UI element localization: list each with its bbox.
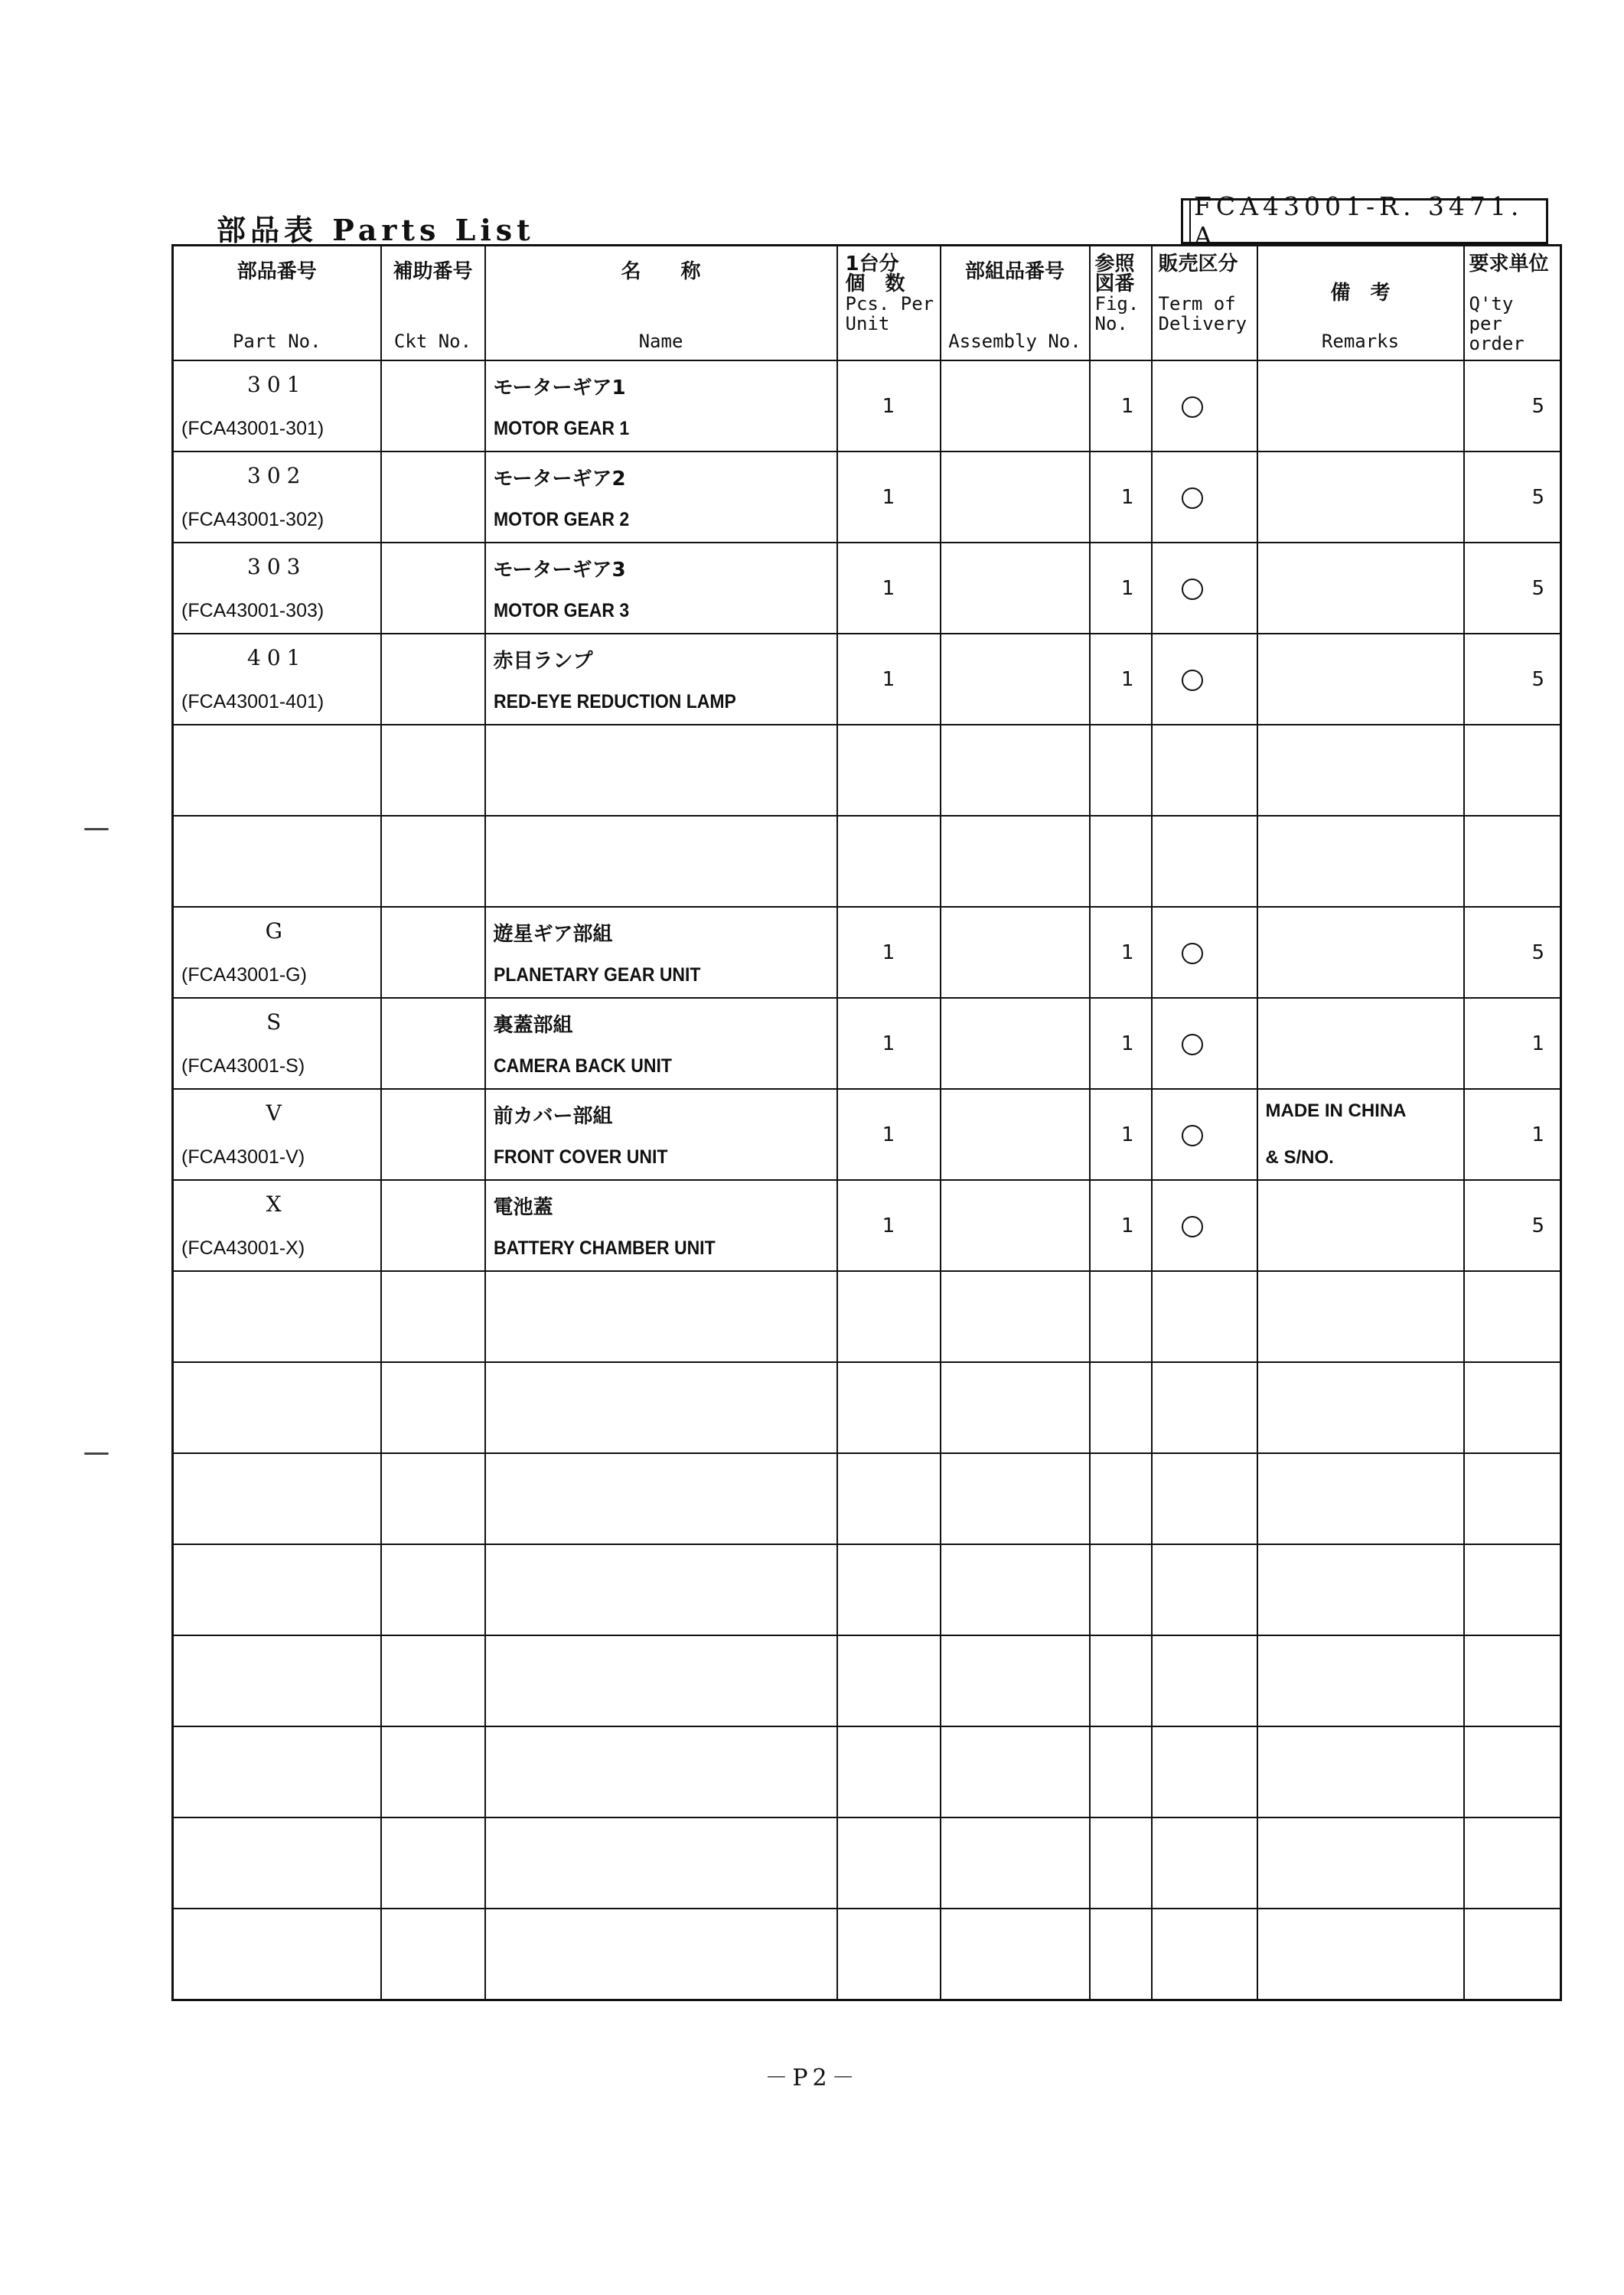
cell-remarks: [1257, 360, 1464, 452]
cell-name: [485, 1817, 837, 1909]
cell-fig-no: [1090, 543, 1152, 634]
name-jp: 電池蓋: [493, 1196, 553, 1219]
parts-list-table: [171, 244, 1562, 2001]
cell-qty-per-order: [1464, 816, 1561, 907]
cell-name: [485, 360, 837, 452]
cell-assembly-no: [941, 998, 1090, 1089]
cell-name: [485, 634, 837, 725]
cell-part-no: [173, 1362, 381, 1453]
cell-remarks: [1257, 1635, 1464, 1726]
cell-term-of-delivery: [1152, 1089, 1257, 1180]
part-number: X: [266, 1192, 288, 1217]
header-pcs-per-unit: [837, 246, 941, 361]
part-number: 401: [247, 645, 307, 670]
fig-number: 1: [1120, 940, 1134, 964]
qty-per-order: 5: [1531, 576, 1544, 600]
cell-part-no: [173, 816, 381, 907]
cell-fig-no: [1090, 1180, 1152, 1271]
pcs-per-unit: 1: [882, 1032, 895, 1055]
cell-name: [485, 907, 837, 998]
cell-name: [485, 543, 837, 634]
table-row: [173, 1271, 1561, 1362]
cell-qty-per-order: [1464, 1453, 1561, 1544]
part-code: (FCA43001-301): [181, 418, 324, 439]
cell-qty-per-order: [1464, 1089, 1561, 1180]
pcs-per-unit: 1: [882, 576, 895, 600]
cell-name: [485, 1635, 837, 1726]
header-en: Q'ty per order: [1469, 293, 1525, 354]
qty-per-order: 5: [1531, 394, 1544, 418]
name-en: RED-EYE REDUCTION LAMP: [493, 691, 736, 712]
cell-fig-no: [1090, 1909, 1152, 2000]
cell-term-of-delivery: [1152, 452, 1257, 543]
qty-per-order: 1: [1531, 1032, 1544, 1055]
pcs-per-unit: 1: [882, 1123, 895, 1146]
cell-fig-no: [1090, 634, 1152, 725]
cell-qty-per-order: [1464, 452, 1561, 543]
cell-remarks: [1257, 1180, 1464, 1271]
header-en: Part No.: [232, 331, 321, 352]
cell-term-of-delivery: [1152, 816, 1257, 907]
header-en: Term of Delivery: [1158, 293, 1247, 334]
cell-fig-no: [1090, 1726, 1152, 1817]
fig-number: 1: [1120, 1214, 1134, 1237]
cell-assembly-no: [941, 1909, 1090, 2000]
cell-part-no: [173, 1453, 381, 1544]
cell-remarks: [1257, 907, 1464, 998]
cell-term-of-delivery: [1152, 1635, 1257, 1726]
cell-part-no: [173, 725, 381, 816]
pcs-per-unit: 1: [882, 1214, 895, 1237]
cell-part-no: [173, 1180, 381, 1271]
cell-term-of-delivery: [1152, 1817, 1257, 1909]
cell-remarks: [1257, 543, 1464, 634]
part-code: (FCA43001-X): [181, 1237, 305, 1259]
cell-remarks: [1257, 1362, 1464, 1453]
cell-ckt-no: [381, 725, 485, 816]
name-jp: 遊星ギア部組: [493, 923, 613, 946]
qty-per-order: 5: [1531, 1214, 1544, 1237]
cell-name: [485, 452, 837, 543]
cell-pcs-per-unit: [837, 1817, 941, 1909]
remarks-line-1: MADE IN CHINA: [1265, 1100, 1407, 1121]
cell-qty-per-order: [1464, 1180, 1561, 1271]
cell-part-no: [173, 1726, 381, 1817]
cell-ckt-no: [381, 1544, 485, 1635]
table-row: [173, 634, 1561, 725]
cell-ckt-no: [381, 907, 485, 998]
cell-ckt-no: [381, 1271, 485, 1362]
name-en: CAMERA BACK UNIT: [493, 1055, 672, 1077]
cell-name: [485, 1909, 837, 2000]
cell-ckt-no: [381, 998, 485, 1089]
name-en: MOTOR GEAR 2: [493, 509, 629, 530]
cell-pcs-per-unit: [837, 1362, 941, 1453]
circle-icon: [1182, 579, 1203, 600]
cell-ckt-no: [381, 1635, 485, 1726]
qty-per-order: 1: [1531, 1123, 1544, 1146]
cell-term-of-delivery: [1152, 1544, 1257, 1635]
header-en: Assembly No.: [948, 331, 1081, 352]
part-code: (FCA43001-303): [181, 600, 324, 621]
cell-qty-per-order: [1464, 634, 1561, 725]
circle-icon: [1182, 487, 1203, 509]
cell-ckt-no: [381, 1726, 485, 1817]
header-qty-per-order: [1464, 246, 1561, 361]
header-part-no: [173, 246, 381, 361]
cell-remarks: [1257, 1271, 1464, 1362]
cell-ckt-no: [381, 634, 485, 725]
cell-fig-no: [1090, 452, 1152, 543]
header-en: Remarks: [1321, 331, 1400, 352]
cell-remarks: [1257, 452, 1464, 543]
header-jp: 要求単位: [1469, 253, 1549, 275]
table-row: [173, 360, 1561, 452]
part-number: G: [265, 918, 289, 944]
cell-pcs-per-unit: [837, 634, 941, 725]
name-en: MOTOR GEAR 1: [493, 418, 629, 439]
fig-number: 1: [1120, 1032, 1134, 1055]
cell-remarks: [1257, 1544, 1464, 1635]
cell-name: [485, 1544, 837, 1635]
cell-qty-per-order: [1464, 1635, 1561, 1726]
cell-qty-per-order: [1464, 998, 1561, 1089]
cell-pcs-per-unit: [837, 907, 941, 998]
header-jp: 補助番号: [393, 260, 473, 283]
part-number: 302: [247, 463, 307, 488]
table-header-row: [173, 246, 1561, 361]
header-assembly-no: [941, 246, 1090, 361]
table-row: [173, 452, 1561, 543]
cell-term-of-delivery: [1152, 1180, 1257, 1271]
cell-assembly-no: [941, 452, 1090, 543]
cell-part-no: [173, 998, 381, 1089]
header-en: Fig. No.: [1094, 293, 1140, 334]
table-row: [173, 1362, 1561, 1453]
table-row: [173, 543, 1561, 634]
cell-name: [485, 1089, 837, 1180]
cell-fig-no: [1090, 1271, 1152, 1362]
cell-name: [485, 1453, 837, 1544]
cell-fig-no: [1090, 1362, 1152, 1453]
cell-qty-per-order: [1464, 1544, 1561, 1635]
fig-number: 1: [1120, 1123, 1134, 1146]
remarks-line-2: & S/NO.: [1265, 1147, 1334, 1168]
table-row: [173, 907, 1561, 998]
cell-assembly-no: [941, 1635, 1090, 1726]
cell-pcs-per-unit: [837, 1089, 941, 1180]
pcs-per-unit: 1: [882, 485, 895, 509]
table-row: [173, 1909, 1561, 2000]
header-en: Ckt No.: [393, 331, 472, 352]
cell-term-of-delivery: [1152, 634, 1257, 725]
cell-ckt-no: [381, 360, 485, 452]
fig-number: 1: [1120, 667, 1134, 691]
table-row: [173, 1726, 1561, 1817]
name-en: BATTERY CHAMBER UNIT: [493, 1237, 716, 1259]
cell-fig-no: [1090, 998, 1152, 1089]
page-number: －P2－: [765, 2065, 859, 2091]
cell-ckt-no: [381, 1362, 485, 1453]
cell-pcs-per-unit: [837, 1726, 941, 1817]
cell-name: [485, 1271, 837, 1362]
cell-fig-no: [1090, 1635, 1152, 1726]
cell-term-of-delivery: [1152, 1909, 1257, 2000]
part-code: (FCA43001-G): [181, 964, 307, 986]
cell-pcs-per-unit: [837, 452, 941, 543]
cell-ckt-no: [381, 1453, 485, 1544]
part-code: (FCA43001-V): [181, 1146, 305, 1168]
cell-name: [485, 725, 837, 816]
cell-ckt-no: [381, 1817, 485, 1909]
document-number: FCA43001-R. 3471. A: [1194, 191, 1524, 251]
cell-term-of-delivery: [1152, 998, 1257, 1089]
name-jp: 裏蓋部組: [493, 1014, 573, 1037]
cell-term-of-delivery: [1152, 543, 1257, 634]
cell-ckt-no: [381, 1909, 485, 2000]
circle-icon: [1182, 1125, 1203, 1146]
cell-remarks: [1257, 816, 1464, 907]
cell-qty-per-order: [1464, 725, 1561, 816]
cell-pcs-per-unit: [837, 1453, 941, 1544]
cell-part-no: [173, 907, 381, 998]
header-term-of-delivery: [1152, 246, 1257, 361]
margin-mark: [84, 828, 109, 830]
cell-pcs-per-unit: [837, 1271, 941, 1362]
cell-part-no: [173, 634, 381, 725]
cell-part-no: [173, 1817, 381, 1909]
part-number: V: [266, 1100, 288, 1126]
cell-qty-per-order: [1464, 1817, 1561, 1909]
cell-assembly-no: [941, 634, 1090, 725]
document-number-box: [1181, 191, 1548, 251]
cell-assembly-no: [941, 1271, 1090, 1362]
cell-part-no: [173, 452, 381, 543]
cell-fig-no: [1090, 1817, 1152, 1909]
cell-name: [485, 1726, 837, 1817]
cell-ckt-no: [381, 1180, 485, 1271]
cell-assembly-no: [941, 1544, 1090, 1635]
cell-pcs-per-unit: [837, 998, 941, 1089]
header-remarks: [1257, 246, 1464, 361]
cell-pcs-per-unit: [837, 360, 941, 452]
name-en: PLANETARY GEAR UNIT: [493, 964, 700, 986]
cell-assembly-no: [941, 1089, 1090, 1180]
header-jp: 1台分 個 数: [845, 253, 905, 295]
cell-qty-per-order: [1464, 543, 1561, 634]
qty-per-order: 5: [1531, 940, 1544, 964]
margin-mark: [84, 1452, 109, 1455]
header-jp: 販売区分: [1158, 253, 1238, 275]
part-number: S: [266, 1009, 288, 1035]
part-code: (FCA43001-S): [181, 1055, 305, 1077]
name-jp: モーターギア3: [493, 559, 626, 582]
cell-pcs-per-unit: [837, 1635, 941, 1726]
pcs-per-unit: 1: [882, 667, 895, 691]
cell-pcs-per-unit: [837, 1544, 941, 1635]
cell-fig-no: [1090, 1544, 1152, 1635]
cell-term-of-delivery: [1152, 1362, 1257, 1453]
name-en: MOTOR GEAR 3: [493, 600, 629, 621]
cell-qty-per-order: [1464, 1271, 1561, 1362]
table-row: [173, 816, 1561, 907]
cell-term-of-delivery: [1152, 907, 1257, 998]
cell-assembly-no: [941, 1362, 1090, 1453]
cell-ckt-no: [381, 1089, 485, 1180]
cell-pcs-per-unit: [837, 1909, 941, 2000]
part-number: 301: [247, 372, 307, 397]
fig-number: 1: [1120, 576, 1134, 600]
cell-ckt-no: [381, 452, 485, 543]
cell-name: [485, 998, 837, 1089]
cell-term-of-delivery: [1152, 1453, 1257, 1544]
name-jp: モーターギア1: [493, 377, 626, 399]
cell-qty-per-order: [1464, 1362, 1561, 1453]
table-row: [173, 1180, 1561, 1271]
header-jp: 参照 図番: [1094, 253, 1135, 295]
header-en: Name: [638, 331, 683, 352]
table-row: [173, 1544, 1561, 1635]
cell-remarks: [1257, 1817, 1464, 1909]
circle-icon: [1182, 670, 1203, 691]
cell-name: [485, 816, 837, 907]
cell-part-no: [173, 1635, 381, 1726]
cell-pcs-per-unit: [837, 543, 941, 634]
cell-fig-no: [1090, 1089, 1152, 1180]
part-code: (FCA43001-302): [181, 509, 324, 530]
cell-pcs-per-unit: [837, 816, 941, 907]
cell-term-of-delivery: [1152, 1271, 1257, 1362]
pcs-per-unit: 1: [882, 394, 895, 418]
cell-part-no: [173, 543, 381, 634]
cell-qty-per-order: [1464, 360, 1561, 452]
table-row: [173, 1635, 1561, 1726]
cell-qty-per-order: [1464, 1909, 1561, 2000]
cell-fig-no: [1090, 907, 1152, 998]
table-row: [173, 1089, 1561, 1180]
cell-remarks: [1257, 1726, 1464, 1817]
cell-part-no: [173, 1089, 381, 1180]
part-number: 303: [247, 554, 307, 579]
cell-assembly-no: [941, 1726, 1090, 1817]
header-jp: 備 考: [1330, 282, 1391, 305]
cell-fig-no: [1090, 725, 1152, 816]
table-row: [173, 1817, 1561, 1909]
cell-term-of-delivery: [1152, 360, 1257, 452]
header-name: [485, 246, 837, 361]
header-jp: 部組品番号: [964, 260, 1065, 283]
header-jp: 部品番号: [236, 260, 317, 283]
cell-part-no: [173, 1271, 381, 1362]
qty-per-order: 5: [1531, 485, 1544, 509]
fig-number: 1: [1120, 394, 1134, 418]
cell-assembly-no: [941, 1453, 1090, 1544]
cell-qty-per-order: [1464, 907, 1561, 998]
cell-term-of-delivery: [1152, 1726, 1257, 1817]
cell-part-no: [173, 1544, 381, 1635]
cell-assembly-no: [941, 816, 1090, 907]
cell-part-no: [173, 1909, 381, 2000]
cell-name: [485, 1180, 837, 1271]
name-jp: 前カバー部組: [493, 1105, 613, 1128]
cell-assembly-no: [941, 543, 1090, 634]
pcs-per-unit: 1: [882, 940, 895, 964]
header-fig-no: [1090, 246, 1152, 361]
cell-fig-no: [1090, 1453, 1152, 1544]
cell-pcs-per-unit: [837, 1180, 941, 1271]
name-en: FRONT COVER UNIT: [493, 1146, 667, 1168]
fig-number: 1: [1120, 485, 1134, 509]
cell-pcs-per-unit: [837, 725, 941, 816]
cell-ckt-no: [381, 543, 485, 634]
table-row: [173, 998, 1561, 1089]
table-row: [173, 725, 1561, 816]
table-row: [173, 1453, 1561, 1544]
qty-per-order: 5: [1531, 667, 1544, 691]
document-number-divider: [1183, 200, 1191, 242]
cell-fig-no: [1090, 816, 1152, 907]
cell-remarks: [1257, 1089, 1464, 1180]
cell-ckt-no: [381, 816, 485, 907]
header-jp: 名 称: [621, 260, 701, 283]
cell-qty-per-order: [1464, 1726, 1561, 1817]
cell-assembly-no: [941, 1817, 1090, 1909]
circle-icon: [1182, 1034, 1203, 1055]
name-jp: 赤目ランプ: [493, 650, 593, 673]
cell-remarks: [1257, 998, 1464, 1089]
cell-remarks: [1257, 634, 1464, 725]
cell-assembly-no: [941, 725, 1090, 816]
cell-assembly-no: [941, 360, 1090, 452]
circle-icon: [1182, 943, 1203, 964]
cell-assembly-no: [941, 1180, 1090, 1271]
header-ckt-no: [381, 246, 485, 361]
cell-term-of-delivery: [1152, 725, 1257, 816]
name-jp: モーターギア2: [493, 468, 626, 491]
cell-part-no: [173, 360, 381, 452]
cell-remarks: [1257, 1909, 1464, 2000]
cell-remarks: [1257, 1453, 1464, 1544]
header-en: Pcs. Per Unit: [845, 293, 934, 334]
cell-assembly-no: [941, 907, 1090, 998]
circle-icon: [1182, 1216, 1203, 1237]
page-title: 部品表 Parts List: [217, 213, 535, 247]
cell-remarks: [1257, 725, 1464, 816]
part-code: (FCA43001-401): [181, 691, 324, 712]
cell-name: [485, 1362, 837, 1453]
cell-fig-no: [1090, 360, 1152, 452]
circle-icon: [1182, 396, 1203, 418]
